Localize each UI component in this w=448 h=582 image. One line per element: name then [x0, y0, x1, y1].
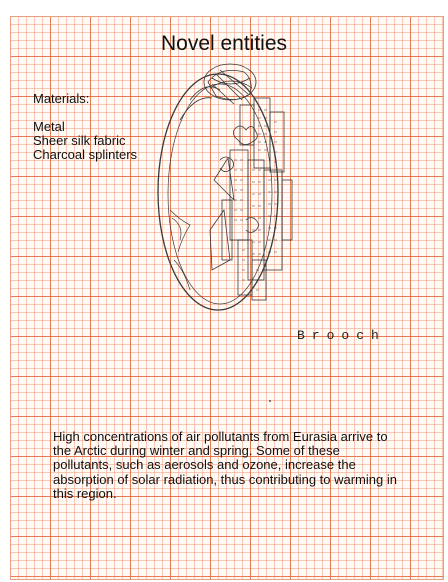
- page-title: Novel entities: [160, 32, 288, 55]
- description-paragraph: High concentrations of air pollutants from Eurasia arrive to the Arctic during winter and spring. Some of these pollutants, such as aerosols and ozone, increase the absorption of solar radiation, thus contributing to warming in this region.: [53, 429, 397, 501]
- building-windows: [234, 110, 277, 290]
- material-item-charcoal: Charcoal splinters: [33, 147, 138, 162]
- building-cluster: [210, 98, 292, 300]
- brooch-knot: [180, 64, 256, 120]
- material-item-silk: Sheer silk fabric: [33, 133, 126, 148]
- material-item-metal: Metal: [33, 119, 65, 134]
- materials-list: [33, 92, 137, 162]
- materials-heading: Materials:: [33, 91, 90, 106]
- pencil-dot: [269, 400, 271, 402]
- silk-drape: [170, 210, 190, 290]
- brooch-caption: Brooch: [297, 328, 386, 343]
- brooch-oval-outer: [158, 74, 278, 310]
- brooch-oval-inner: [168, 84, 272, 304]
- brooch-sketch: [150, 60, 310, 320]
